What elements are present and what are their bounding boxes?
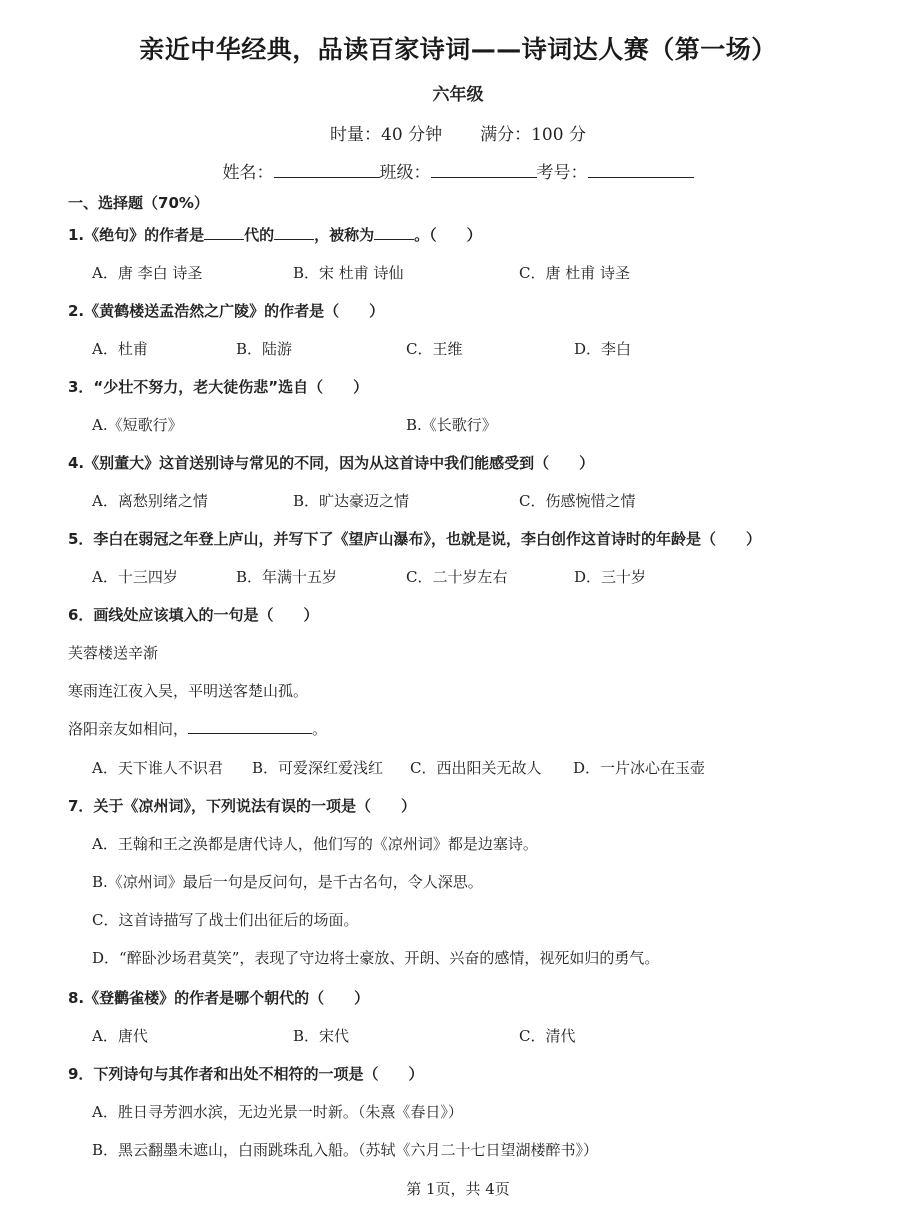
option-b[interactable]: B．年满十五岁: [236, 568, 338, 586]
option-a[interactable]: A．天下谁人不识君: [92, 759, 223, 777]
poem-title: 芙蓉楼送辛渐: [68, 644, 159, 662]
exam-meta: [0, 120, 916, 145]
question-4: 4.《别董大》这首送别诗与常见的不同，因为从这首诗中我们能感受到（ ）: [68, 454, 595, 472]
answer-blank[interactable]: [274, 239, 314, 240]
poem-line-2-text: 洛阳亲友如相问，: [68, 720, 189, 738]
answer-blank[interactable]: [374, 239, 414, 240]
question-2: 2.《黄鹤楼送孟浩然之广陵》的作者是（ ）: [68, 302, 385, 320]
option-d[interactable]: D．一片冰心在玉壶: [573, 759, 706, 777]
option-a[interactable]: A．唐代: [92, 1027, 148, 1045]
question-3: 3．“少壮不努力，老大徒伤悲”选自（ ）: [68, 378, 369, 396]
option-c[interactable]: C．伤感惋惜之情: [519, 492, 636, 510]
question-9: 9．下列诗句与其作者和出处不相符的一项是（ ）: [68, 1065, 424, 1083]
option-c[interactable]: C．王维: [406, 340, 463, 358]
option-c[interactable]: C．二十岁左右: [406, 568, 508, 586]
number-label: 考号：: [536, 163, 588, 183]
question-1-part: ，被称为: [314, 226, 375, 244]
option-a[interactable]: A．十三四岁: [92, 568, 178, 586]
option-d[interactable]: D．“醉卧沙场君莫笑”，表现了守边将士豪放、开朗、兴奋的感情，视死如归的勇气。: [92, 949, 660, 967]
question-5: 5．李白在弱冠之年登上庐山，并写下了《望庐山瀑布》，也就是说，李白创作这首诗时的年龄是（ ）: [68, 530, 761, 548]
class-label: 班级：: [379, 163, 431, 183]
question-7: 7．关于《凉州词》，下列说法有误的一项是（ ）: [68, 797, 416, 815]
option-b[interactable]: B．旷达豪迈之情: [293, 492, 410, 510]
option-d[interactable]: D．三十岁: [574, 568, 647, 586]
option-b[interactable]: B.《凉州词》最后一句是反问句，是千古名句，令人深思。: [92, 873, 483, 891]
section-title: 一、选择题（70%）: [68, 194, 209, 212]
class-blank[interactable]: [431, 177, 537, 178]
option-d[interactable]: D．李白: [574, 340, 632, 358]
name-blank[interactable]: [274, 177, 380, 178]
option-c[interactable]: C．西出阳关无故人: [410, 759, 542, 777]
option-c[interactable]: C．清代: [519, 1027, 576, 1045]
option-a[interactable]: A．杜甫: [92, 340, 148, 358]
poem-line-1: 寒雨连江夜入吴，平明送客楚山孤。: [68, 682, 309, 700]
option-a[interactable]: A.《短歌行》: [92, 416, 183, 434]
option-a[interactable]: A．王翰和王之涣都是唐代诗人，他们写的《凉州词》都是边塞诗。: [92, 835, 538, 853]
question-1-part: 。（ ）: [414, 226, 482, 244]
option-b[interactable]: B．可爱深红爱浅红: [252, 759, 384, 777]
student-info: [0, 158, 916, 183]
option-a[interactable]: A．唐 李白 诗圣: [92, 264, 203, 282]
option-b[interactable]: B．宋代: [293, 1027, 350, 1045]
question-1-part: 代的: [244, 226, 275, 244]
time-label: 时量：40 分钟: [330, 125, 443, 145]
option-b[interactable]: B．宋 杜甫 诗仙: [293, 264, 404, 282]
page-number: 第 1页，共 4页: [406, 1180, 510, 1198]
option-a[interactable]: A．胜日寻芳泗水滨，无边光景一时新。（朱熹《春日》）: [92, 1103, 463, 1121]
answer-blank[interactable]: [204, 239, 244, 240]
option-c[interactable]: C．这首诗描写了战士们出征后的场面。: [92, 911, 359, 929]
option-b[interactable]: B．黑云翻墨未遮山，白雨跳珠乱入船。（苏轼《六月二十七日望湖楼醉书》）: [92, 1141, 599, 1159]
option-b[interactable]: B.《长歌行》: [406, 416, 497, 434]
poem-line-2: [68, 718, 327, 739]
poem-line-2-end: 。: [312, 720, 328, 738]
option-c[interactable]: C．唐 杜甫 诗圣: [519, 264, 631, 282]
name-label: 姓名：: [222, 163, 274, 183]
question-1: [68, 224, 482, 245]
question-6: 6．画线处应该填入的一句是（ ）: [68, 606, 319, 624]
grade-label: 六年级: [432, 85, 484, 105]
page-title: 亲近中华经典，品读百家诗词——诗词达人赛（第一场）: [139, 35, 777, 64]
answer-blank[interactable]: [188, 733, 312, 734]
question-8: 8.《登鹳雀楼》的作者是哪个朝代的（ ）: [68, 989, 370, 1007]
option-a[interactable]: A．离愁别绪之情: [92, 492, 208, 510]
number-blank[interactable]: [588, 177, 694, 178]
question-1-part: 1.《绝句》的作者是: [68, 226, 205, 244]
option-b[interactable]: B．陆游: [236, 340, 293, 358]
score-label: 满分：100 分: [480, 125, 586, 145]
